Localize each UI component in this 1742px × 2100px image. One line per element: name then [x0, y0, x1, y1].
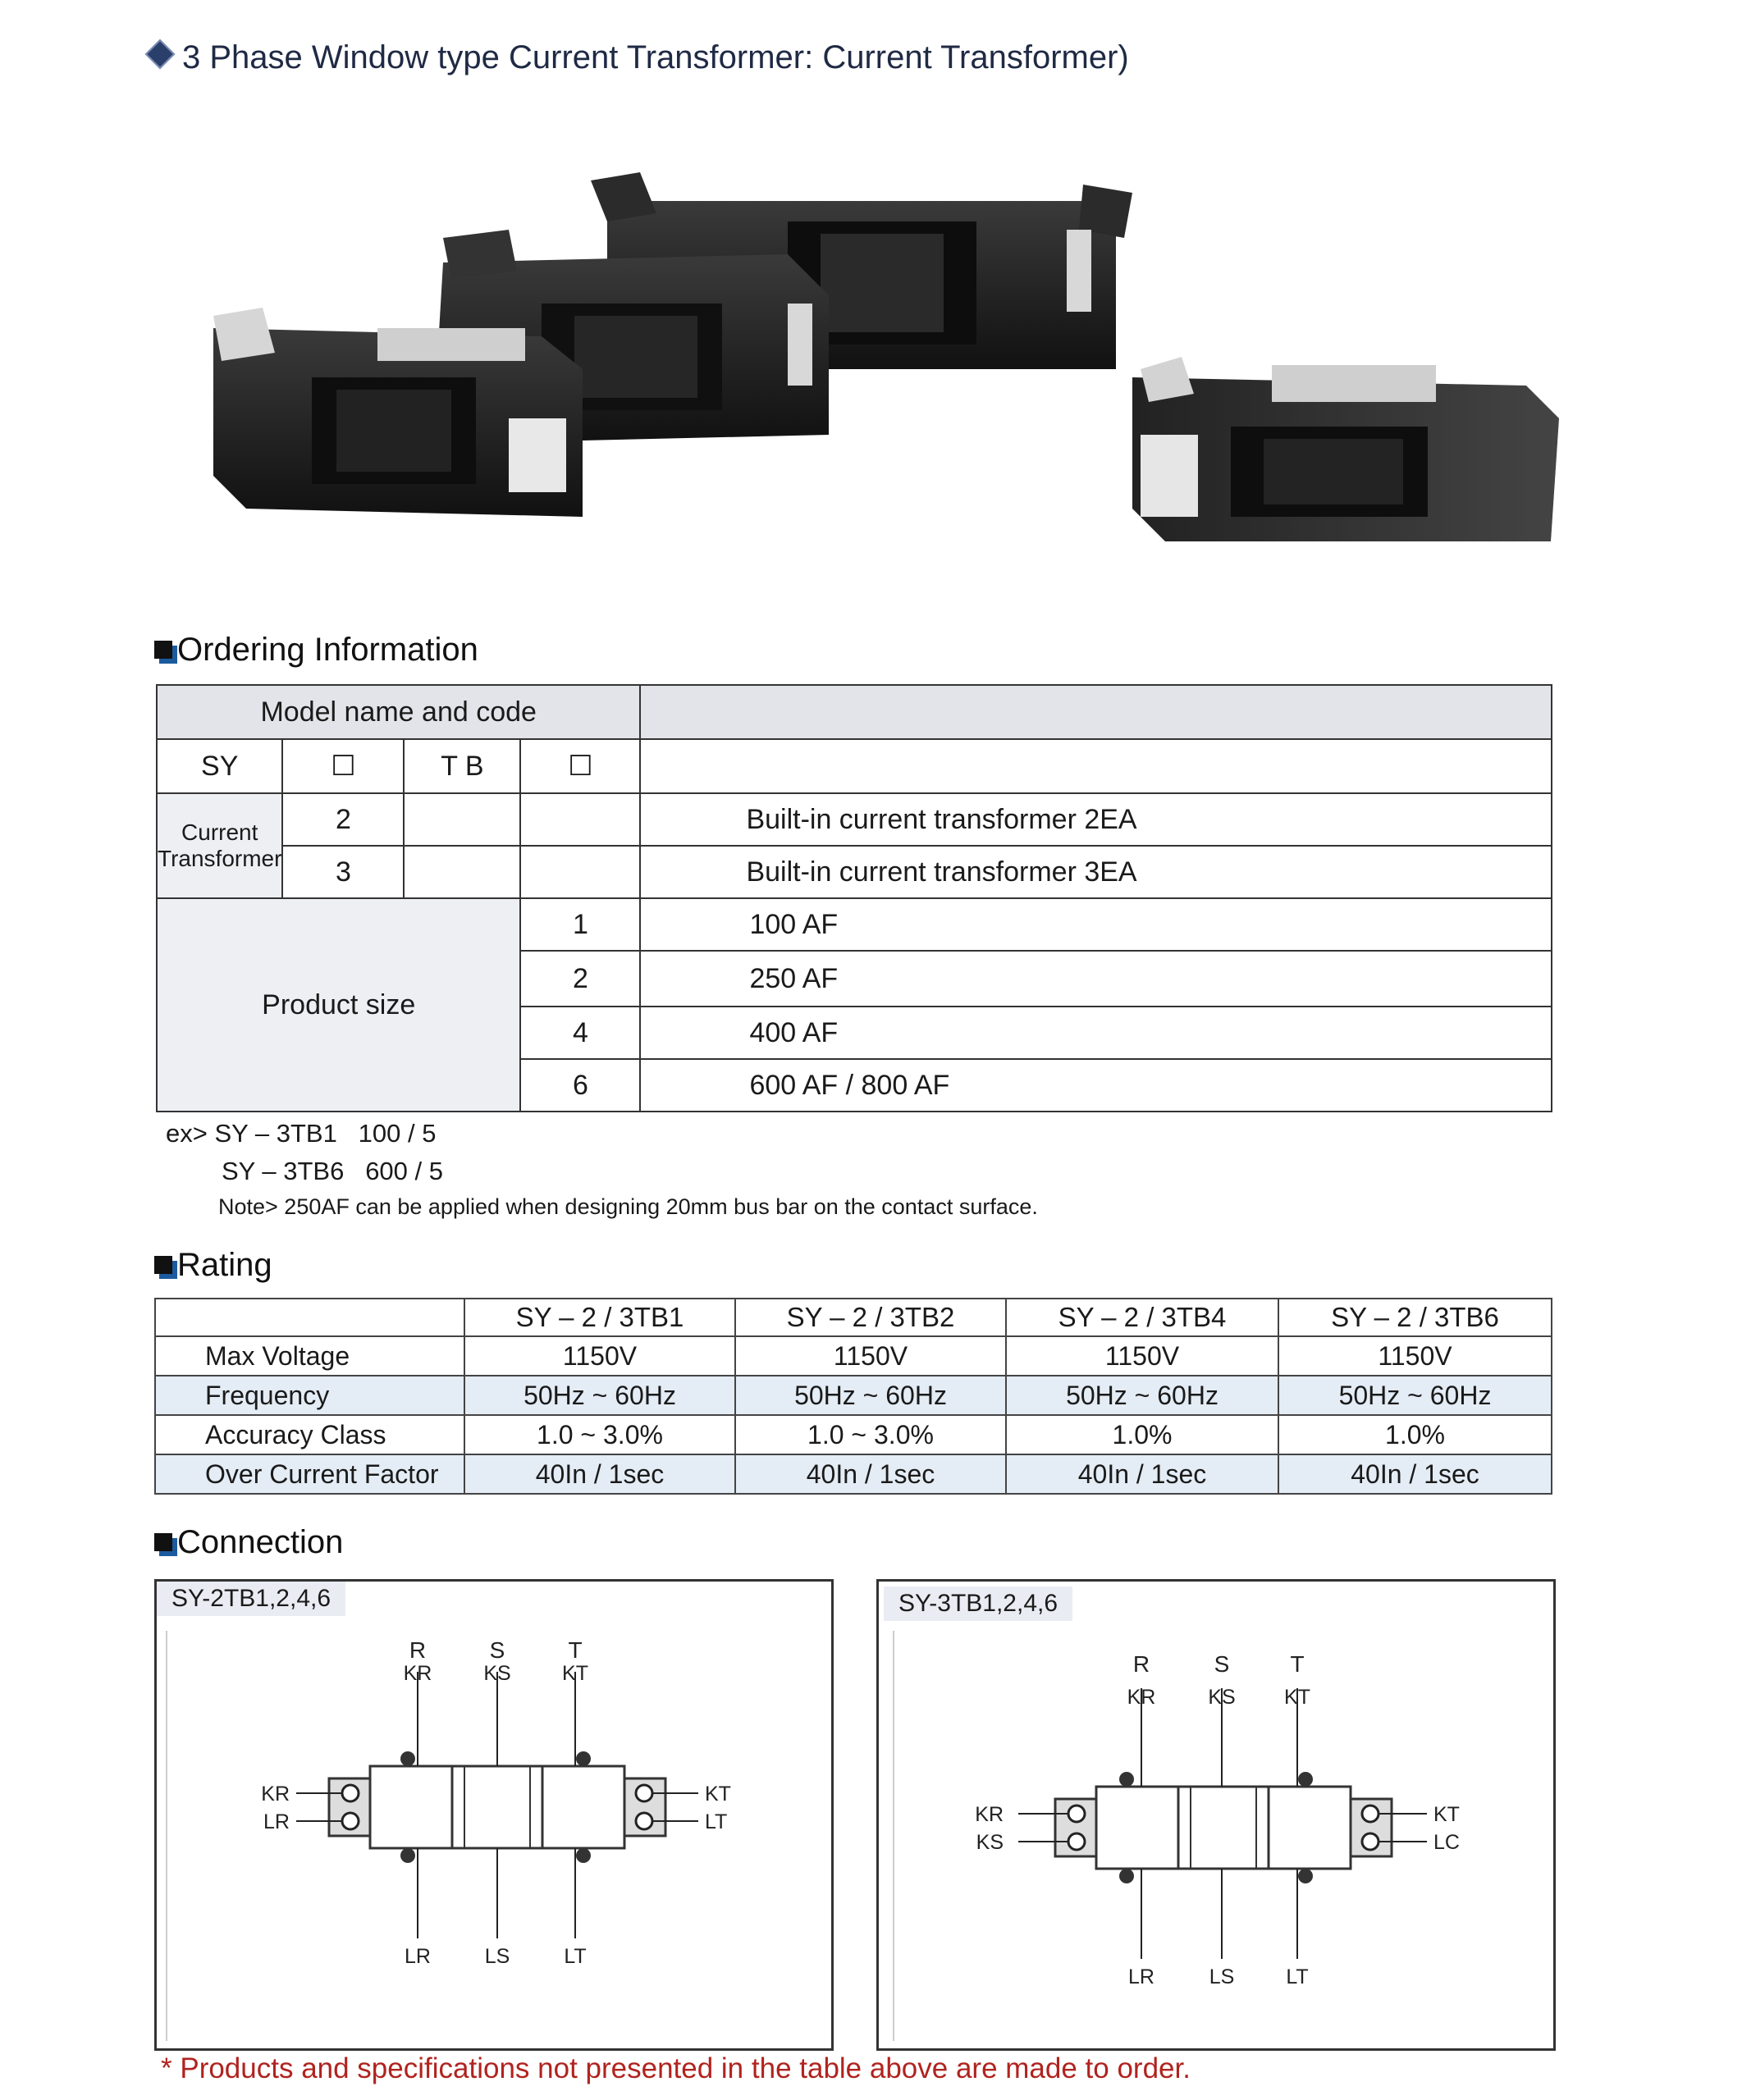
ct-label: Current Transformer [157, 793, 282, 898]
terminal-label: KS [1208, 1686, 1236, 1709]
rating-col-header: SY – 2 / 3TB6 [1278, 1299, 1552, 1336]
size-desc: 100 AF [640, 898, 1552, 951]
ct-desc: Built-in current transformer 2EA [640, 793, 1552, 846]
code-cell: SY [157, 739, 282, 793]
size-desc: 400 AF [640, 1007, 1552, 1059]
code-cell: ☐ [282, 739, 404, 793]
terminal-label: LR [1128, 1965, 1154, 1988]
terminal-label: KT [705, 1783, 731, 1806]
terminal-label: LS [484, 1945, 510, 1968]
connection-diagram-2tb [154, 1579, 834, 2051]
terminal-label: KT [1433, 1803, 1460, 1826]
ct-unit-small-right [1132, 357, 1559, 541]
section-square-icon [154, 1256, 172, 1274]
example-1: ex> SY – 3TB1 100 / 5 [166, 1119, 437, 1148]
terminal-label: LT [564, 1945, 587, 1968]
terminal-label: LR [405, 1945, 431, 1968]
model-header: Model name and code [157, 685, 640, 739]
rating-col-header: SY – 2 / 3TB1 [464, 1299, 735, 1336]
diagram-tab: SY-2TB1,2,4,6 [157, 1582, 345, 1616]
ct-desc: Built-in current transformer 3EA [640, 846, 1552, 898]
size-code: 2 [520, 951, 640, 1007]
terminal-label: KT [562, 1662, 588, 1685]
terminal-label: KS [976, 1831, 1004, 1854]
phase-label: T [568, 1637, 583, 1663]
terminal-label: KR [1127, 1686, 1156, 1709]
phase-label: R [1132, 1651, 1150, 1677]
terminal-label: LC [1433, 1831, 1460, 1854]
terminal-label: KR [261, 1783, 290, 1806]
rating-row-label: Accuracy Class [155, 1415, 464, 1454]
connection-diagram-3tb [876, 1579, 1556, 2051]
terminal-label: LS [1209, 1965, 1235, 1988]
size-desc: 250 AF [640, 951, 1552, 1007]
phase-label: S [1214, 1651, 1230, 1677]
size-code: 1 [520, 898, 640, 951]
rating-row-label: Max Voltage [155, 1336, 464, 1376]
footer-note: * Products and specifications not presented in the table above are made to order. [161, 2052, 1191, 2084]
phase-label: T [1290, 1651, 1305, 1677]
terminal-label: LT [1286, 1965, 1309, 1988]
terminal-label: KR [975, 1803, 1004, 1826]
phase-label: R [409, 1637, 427, 1663]
section-square-icon [154, 641, 172, 659]
note: Note> 250AF can be applied when designing 20mm bus bar on the contact surface. [218, 1194, 1038, 1219]
rating-row-label: Frequency [155, 1376, 464, 1415]
rating-section-heading: Rating [154, 1247, 272, 1284]
rating-col-header: SY – 2 / 3TB2 [735, 1299, 1006, 1336]
header-blank [640, 685, 1552, 739]
example-2: SY – 3TB6 600 / 5 [222, 1157, 443, 1185]
phase-label: S [489, 1637, 505, 1663]
size-label: Product size [157, 898, 520, 1112]
ct-unit-small-left [213, 308, 583, 517]
size-code: 6 [520, 1059, 640, 1112]
size-desc: 600 AF / 800 AF [640, 1059, 1552, 1112]
connection-section-heading: Connection [154, 1524, 343, 1561]
size-code: 4 [520, 1007, 640, 1059]
product-photo [197, 156, 1575, 582]
code-desc-blank [640, 739, 1552, 793]
diamond-bullet-icon [145, 39, 176, 70]
diagram-tab: SY-3TB1,2,4,6 [884, 1586, 1072, 1621]
ct-code: 3 [282, 846, 404, 898]
terminal-label: KT [1284, 1686, 1310, 1709]
rating-table: SY – 2 / 3TB1 SY – 2 / 3TB2 SY – 2 / 3TB4 SY – 2 / 3TB6 Max Voltage 1150V 1150V 1150V 1150V Frequency 50Hz ~ 60Hz 50Hz ~ 60Hz 50Hz ~ 60Hz 50Hz ~ 60Hz Accuracy Class 1.0 ~ 3.0% 1.0 ~ 3.0% 1.0% 1.0% Over Current Factor 40In / 1sec 40In / 1sec 40In / 1sec 40In / 1sec [154, 1298, 1552, 1495]
page-title: 3 Phase Window type Current Transformer: Current Transformer) [149, 39, 1129, 76]
section-square-icon [154, 1533, 172, 1551]
terminal-label: KS [483, 1662, 511, 1685]
rating-col-header: SY – 2 / 3TB4 [1006, 1299, 1278, 1336]
terminal-label: LR [263, 1810, 290, 1833]
terminal-label: LT [705, 1810, 728, 1833]
ordering-table [156, 684, 1552, 1112]
code-cell: ☐ [520, 739, 640, 793]
rating-row-label: Over Current Factor [155, 1454, 464, 1494]
terminal-label: KR [403, 1662, 432, 1685]
ct-code: 2 [282, 793, 404, 846]
code-cell: T B [404, 739, 520, 793]
ordering-section-heading: Ordering Information [154, 632, 478, 669]
